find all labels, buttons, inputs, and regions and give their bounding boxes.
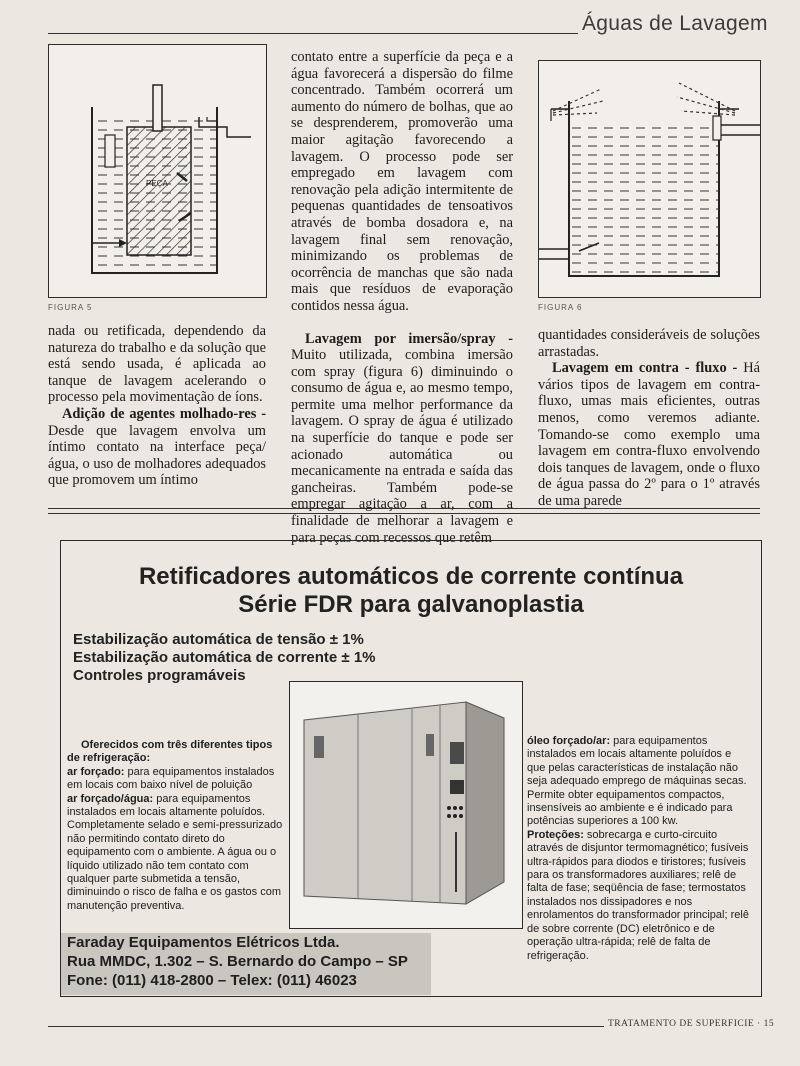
ad-left-text <box>67 739 285 913</box>
figure-5-caption: FIGURA 5 <box>48 303 93 312</box>
col1-paragraph-1: nada ou retificada, dependendo da natureza do trabalho e da solução que está sendo usada, é aplicada ao tanque de lavagem acelerando o processo pela movimentação de íons. <box>48 323 266 406</box>
ad-agua-label: ar forçado/água: <box>67 792 154 805</box>
col1-paragraph-2: Desde que lavagem envolva um íntimo contato na interface peça/água, o uso de molhadores adequados que promovem um íntimo <box>48 422 266 489</box>
col2-subheading: Lavagem por imersão/spray - <box>305 330 513 347</box>
rectifier-photo <box>289 681 523 929</box>
ad-features <box>73 631 376 685</box>
ad-feature-1: Estabilização automática de tensão ± 1% <box>73 631 364 648</box>
ad-feature-2: Estabilização automática de corrente ± 1% <box>73 649 376 666</box>
figure-5 <box>48 44 267 298</box>
col1-subheading: Adição de agentes molhado-res - <box>62 405 266 422</box>
ad-oleo-text: para equipamentos instalados em locais altamente poluídos e que pelas características de instalação não seja adequado emprego de máquinas secas. Permite obter equipamentos compactos, insensíveis ao ambiente e é indicado para potências superiores a 100 kw. <box>527 735 747 828</box>
section-title: Águas de Lavagem <box>582 12 768 35</box>
ad-title-line-1: Retificadores automáticos de corrente contínua <box>138 563 684 590</box>
col3-paragraph-2: Há vários tipos de lavagem em contra-fluxo, umas mais eficientes, outras menos, como veremos adiante. Tomando-se como exemplo uma lavagem em contra-fluxo envolvendo dois tanques de lavagem, onde o fluxo de água passa do 2º para o 1º através de uma parede <box>538 360 760 509</box>
footer-rule <box>48 1026 604 1027</box>
company-phone: Fone: (011) 418-2800 – Telex: (011) 46023 <box>67 972 357 989</box>
figure-6 <box>538 60 761 298</box>
ad-protecoes-label: Proteções: <box>527 828 584 841</box>
page-footer: TRATAMENTO DE SUPERFICIE · 15 <box>608 1019 775 1029</box>
header-rule <box>48 33 578 34</box>
ad-feature-3: Controles programáveis <box>73 667 246 684</box>
company-info-block <box>61 933 431 995</box>
col3-subheading: Lavagem em contra - fluxo - <box>552 360 744 377</box>
ad-protecoes-text: sobrecarga e curto-circuito através de disjuntor termomagnético; fusíveis ultra-rápidos para diodos e tiristores; fusíveis para os transformadores auxiliares; relê de falta de fase; seqüência de fase; termostatos instalados nos dissipadores e nos enrolamentos do transformador principal; relê de sobre corrente (DC) eletrônico e de operação ultra-rápida; relê de falta de refrigeração. <box>527 828 749 962</box>
article-column-2 <box>291 49 513 546</box>
figure-5-part-label: PEÇA <box>146 179 168 188</box>
company-address: Rua MMDC, 1.302 – S. Bernardo do Campo – SP <box>67 953 408 970</box>
col2-paragraph-1: contato entre a superfície da peça e a água favorecerá a dispersão do filme concentrado. Também ocorrerá um aumento do número de bolhas, que ao se desprenderem, promoverão uma maior agitação favorecendo a lavagem. O processo pode ser empregado em lavagem com renovação pela adição intermitente de pequenas quantidades de tensoativos através de bomba dosadora e, na lavagem final sem renovação, minimizando os problemas de ocorrência de manchas que são nada mais que resíduos de evaporação contidos nessa água. <box>291 49 513 314</box>
company-name: Faraday Equipamentos Elétricos Ltda. <box>67 934 340 951</box>
ad-agua-text: para equipamentos instalados em locais altamente poluídos. Completamente selado e semi-pressurizado não permitindo contato direto do equipamento com o ambiente. A água ou o líquido utilizado não tem contato com qualquer parte submetida a tensão, diminuindo o risco de falha e os gastos com manutenção preventiva. <box>67 792 283 912</box>
figure-6-drawing <box>539 61 760 297</box>
col3-paragraph-1: quantidades consideráveis de soluções arrastadas. <box>538 327 760 360</box>
ad-oleo-label: óleo forçado/ar: <box>527 735 611 747</box>
separator-top-2 <box>48 513 760 514</box>
article-column-1 <box>48 323 266 489</box>
ad-ar-text: para equipamentos instalados em locais com baixo nível de poluição <box>67 765 275 792</box>
figure-6-caption: FIGURA 6 <box>538 303 583 312</box>
rectifier-cabinet-illustration <box>290 682 522 928</box>
col2-paragraph-2: Muito utilizada, combina imersão com spray (figura 6) diminuindo o consumo de água e, ao mesmo tempo, permite uma melhor performance da lavagem. O spray de água é utilizado na superfície do tanque e pode ser acionado automática ou mecanicamente na entrada e saída das gancheiras. Também pode-se empregar agitação a ar, com a finalidade de melhorar a lavagem e para peças com recessos que retêm <box>291 347 513 546</box>
ad-ar-label: ar forçado: <box>67 765 125 778</box>
article-column-3 <box>538 327 760 510</box>
ad-right-text <box>527 735 751 963</box>
figure-5-drawing <box>49 45 266 297</box>
ad-title-line-2: Série FDR para galvanoplastia <box>238 591 584 618</box>
advertisement-box <box>60 540 762 997</box>
separator-top <box>48 508 760 509</box>
ad-intro: Oferecidos com três diferentes tipos de refrigeração: <box>67 739 273 765</box>
